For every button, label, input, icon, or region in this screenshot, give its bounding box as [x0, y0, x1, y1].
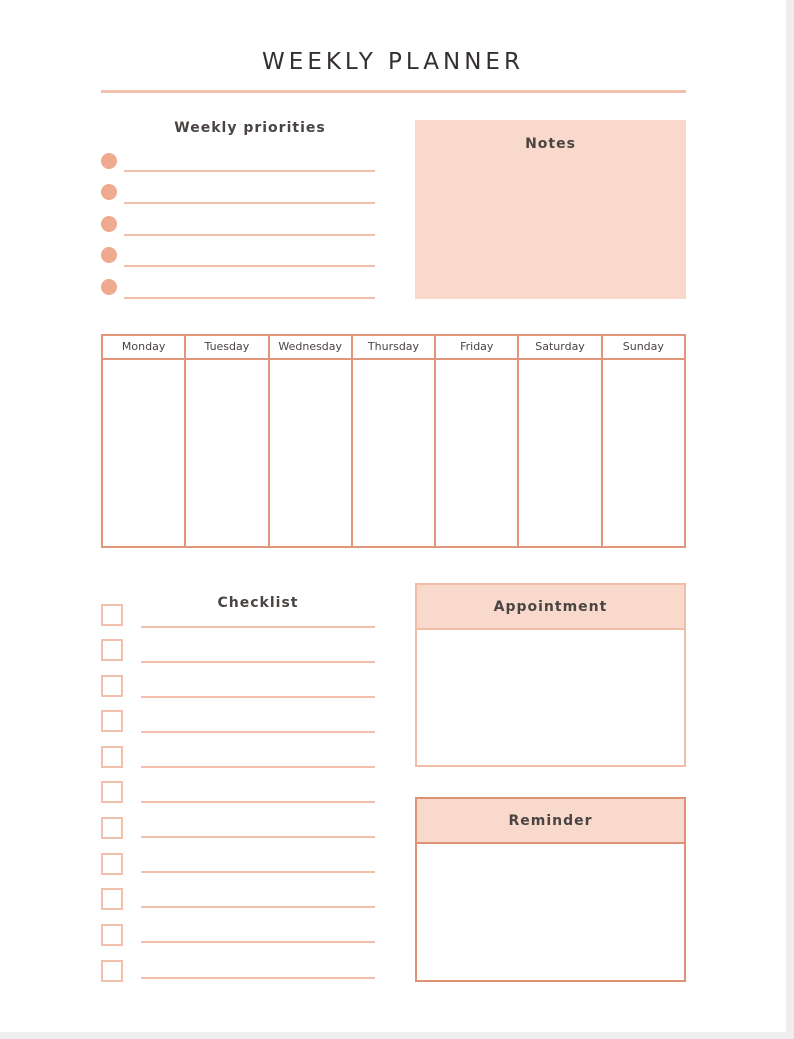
day-header: Sunday: [603, 336, 684, 360]
checklist-checkbox[interactable]: [101, 817, 123, 839]
appointment-heading: Appointment: [417, 585, 684, 630]
checklist-line[interactable]: [141, 941, 375, 943]
day-column: [353, 336, 436, 546]
title-divider: [101, 90, 686, 93]
checklist-line[interactable]: [141, 836, 375, 838]
checklist-line[interactable]: [141, 977, 375, 979]
checklist-line[interactable]: [141, 801, 375, 803]
day-header: Friday: [436, 336, 517, 360]
priorities-heading: Weekly priorities: [174, 120, 326, 136]
day-cell[interactable]: [519, 360, 600, 546]
priority-bullet-icon: [101, 247, 117, 263]
reminder-heading: Reminder: [417, 799, 684, 844]
day-cell[interactable]: [353, 360, 434, 546]
checklist-line[interactable]: [141, 871, 375, 873]
priority-bullet-icon: [101, 216, 117, 232]
day-column: [103, 336, 186, 546]
checklist-checkbox[interactable]: [101, 710, 123, 732]
checklist-line[interactable]: [141, 906, 375, 908]
checklist-checkbox[interactable]: [101, 639, 123, 661]
day-header: Saturday: [519, 336, 600, 360]
priority-line[interactable]: [124, 297, 375, 299]
checklist-line[interactable]: [141, 731, 375, 733]
day-column: [186, 336, 269, 546]
reminder-panel[interactable]: [415, 797, 686, 982]
page-title: WEEKLY PLANNER: [262, 49, 524, 75]
checklist-checkbox[interactable]: [101, 746, 123, 768]
day-column: [519, 336, 602, 546]
checklist-checkbox[interactable]: [101, 960, 123, 982]
checklist-line[interactable]: [141, 661, 375, 663]
checklist-checkbox[interactable]: [101, 604, 123, 626]
day-column: [436, 336, 519, 546]
checklist-line[interactable]: [141, 626, 375, 628]
checklist-checkbox[interactable]: [101, 888, 123, 910]
checklist-line[interactable]: [141, 696, 375, 698]
checklist-checkbox[interactable]: [101, 781, 123, 803]
checklist-heading: Checklist: [217, 595, 299, 611]
priority-line[interactable]: [124, 170, 375, 172]
priority-line[interactable]: [124, 202, 375, 204]
checklist-checkbox[interactable]: [101, 853, 123, 875]
appointment-panel[interactable]: [415, 583, 686, 767]
day-cell[interactable]: [186, 360, 267, 546]
day-header: Monday: [103, 336, 184, 360]
day-cell[interactable]: [603, 360, 684, 546]
day-cell[interactable]: [103, 360, 184, 546]
checklist-checkbox[interactable]: [101, 675, 123, 697]
day-cell[interactable]: [436, 360, 517, 546]
priority-bullet-icon: [101, 184, 117, 200]
priority-line[interactable]: [124, 234, 375, 236]
priority-bullet-icon: [101, 279, 117, 295]
day-column: [603, 336, 684, 546]
day-header: Wednesday: [270, 336, 351, 360]
day-header: Tuesday: [186, 336, 267, 360]
day-cell[interactable]: [270, 360, 351, 546]
priority-line[interactable]: [124, 265, 375, 267]
day-header: Thursday: [353, 336, 434, 360]
day-column: [270, 336, 353, 546]
week-grid: [101, 334, 686, 548]
checklist-checkbox[interactable]: [101, 924, 123, 946]
checklist-line[interactable]: [141, 766, 375, 768]
notes-box[interactable]: [415, 120, 686, 299]
priority-bullet-icon: [101, 153, 117, 169]
notes-heading: Notes: [525, 136, 576, 152]
